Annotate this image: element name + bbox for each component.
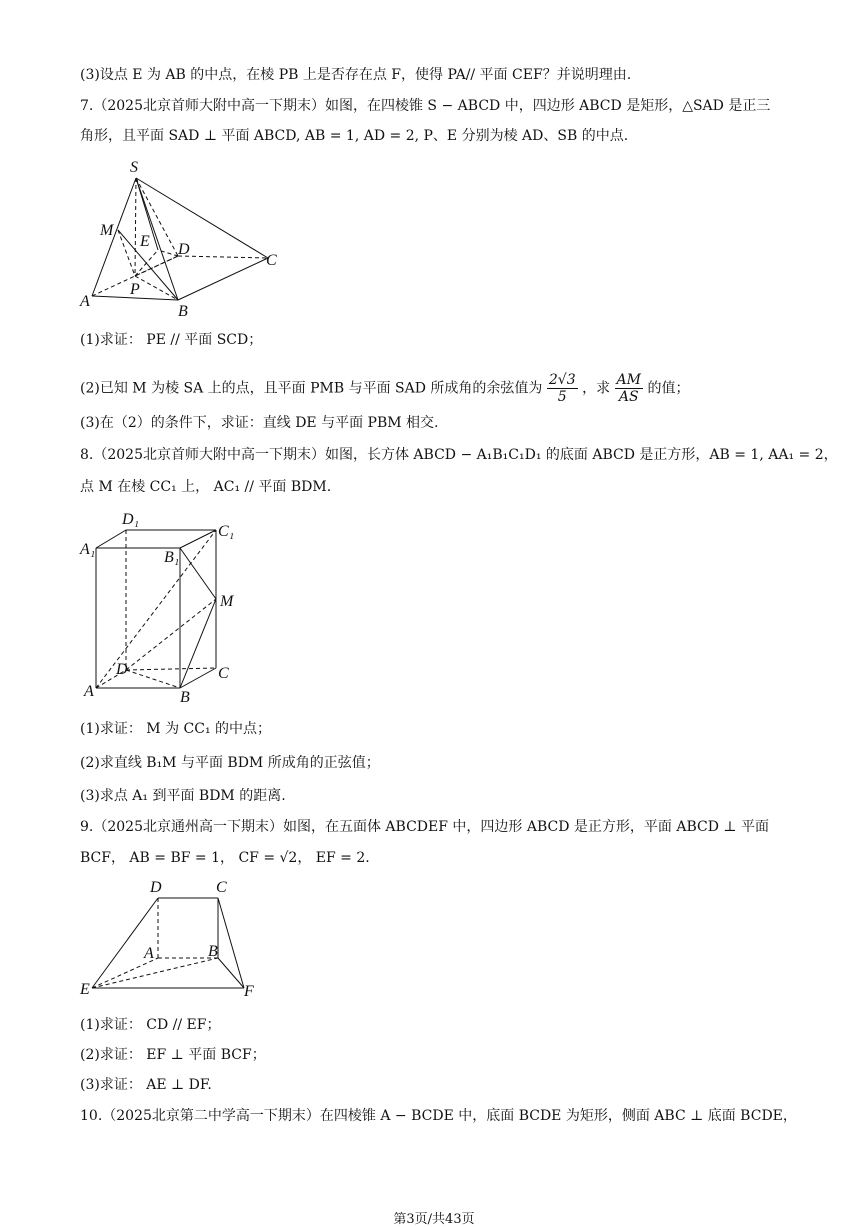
q7-cos-fraction bbox=[547, 372, 578, 405]
q7-stem-line2: 角形，且平面 SAD ⊥ 平面 ABCD, AB = 1, AD = 2, P、E 分别为棱 AD、SB 的中点. bbox=[80, 128, 629, 144]
label-B: B bbox=[180, 689, 190, 704]
q9-part2: (2)求证： EF ⊥ 平面 BCF； bbox=[80, 1047, 266, 1063]
q8-part2: (2)求直线 B₁M 与平面 BDM 所成角的正弦值； bbox=[80, 755, 380, 771]
q8-part1: (1)求证： M 为 CC₁ 的中点； bbox=[80, 721, 272, 737]
edge-SP bbox=[135, 178, 136, 276]
label-A1: A₁ bbox=[80, 541, 96, 558]
q9-part1: (1)求证： CD // EF； bbox=[80, 1017, 221, 1033]
frac2-num: AM bbox=[616, 372, 641, 388]
q7-part2-text-a: (2)已知 M 为棱 SA 上的点，且平面 PMB 与平面 SAD 所成角的余弦值为 bbox=[80, 380, 543, 397]
page-footer: 第3页/共43页 bbox=[393, 1212, 475, 1227]
label-B: B bbox=[208, 943, 218, 960]
figure-q7-pyramid bbox=[78, 150, 288, 320]
label-P: P bbox=[130, 281, 140, 298]
label-A: A bbox=[80, 293, 90, 310]
q7-stem-line1: 7.（2025北京首师大附中高一下期末）如图，在四棱锥 S − ABCD 中，四边形 ABCD 是矩形，△SAD 是正三 bbox=[80, 98, 771, 114]
q7-part1: (1)求证： PE // 平面 SCD； bbox=[80, 332, 263, 348]
q7-part2 bbox=[80, 372, 689, 405]
edge-MP bbox=[118, 230, 135, 276]
label-M: M bbox=[220, 593, 234, 610]
q8-stem-line2: 点 M 在棱 CC₁ 上， AC₁ // 平面 BDM. bbox=[80, 479, 332, 495]
label-A: A bbox=[84, 683, 94, 700]
label-C1: C₁ bbox=[218, 523, 235, 540]
q9-stem-line2: BCF， AB = BF = 1， CF = √2， EF = 2. bbox=[80, 850, 370, 866]
label-S: S bbox=[130, 159, 138, 176]
q7-part2-text-c: 的值； bbox=[647, 380, 690, 397]
label-E: E bbox=[80, 981, 90, 998]
q7-part3: (3)在（2）的条件下，求证：直线 DE 与平面 PBM 相交. bbox=[80, 415, 439, 431]
q9-stem-line1: 9.（2025北京通州高一下期末）如图，在五面体 ABCDEF 中，四边形 ABCD 是正方形，平面 ABCD ⊥ 平面 bbox=[80, 819, 770, 835]
edge-SC bbox=[136, 178, 268, 258]
q8-part3: (3)求点 A₁ 到平面 BDM 的距离. bbox=[80, 788, 286, 804]
frac-den: 5 bbox=[557, 389, 567, 405]
q9-part3: (3)求证： AE ⊥ DF. bbox=[80, 1077, 212, 1093]
label-D: D bbox=[150, 879, 162, 896]
label-D1: D₁ bbox=[122, 511, 140, 528]
label-C: C bbox=[218, 665, 229, 682]
q10-stem-line1: 10.（2025北京第二中学高一下期末）在四棱锥 A − BCDE 中，底面 BCDE 为矩形，侧面 ABC ⊥ 底面 BCDE， bbox=[80, 1108, 797, 1124]
label-E: E bbox=[140, 233, 150, 250]
label-B: B bbox=[178, 303, 188, 320]
edge-DE bbox=[158, 250, 178, 256]
figure-q8-cuboid bbox=[78, 508, 248, 704]
label-M: M bbox=[100, 222, 114, 239]
edge-PB bbox=[135, 276, 178, 300]
edge-BC bbox=[178, 258, 268, 300]
frac-num: 2√3 bbox=[548, 372, 576, 388]
q8-stem-line1: 8.（2025北京首师大附中高一下期末）如图，长方体 ABCD − A₁B₁C₁D₁ 的底面 ABCD 是正方形，AB = 1, AA₁ = 2， bbox=[80, 447, 838, 463]
label-A: A bbox=[144, 945, 154, 962]
edge-DC bbox=[178, 256, 268, 258]
label-C: C bbox=[216, 879, 227, 896]
label-B1: B₁ bbox=[164, 549, 180, 566]
edge-SA bbox=[92, 178, 136, 296]
q7-ratio-fraction bbox=[615, 372, 643, 405]
label-D: D bbox=[178, 241, 190, 258]
q7-part2-text-b: ，求 bbox=[582, 380, 611, 397]
label-D: D bbox=[116, 661, 128, 678]
label-F: F bbox=[244, 983, 254, 1000]
frac2-den: AS bbox=[618, 389, 639, 405]
q6-part3: (3)设点 E 为 AB 的中点，在棱 PB 上是否存在点 F，使得 PA// 平面 CEF？并说明理由. bbox=[80, 67, 632, 83]
figure-q9-pentahedron bbox=[78, 876, 268, 1000]
label-C: C bbox=[266, 252, 277, 269]
